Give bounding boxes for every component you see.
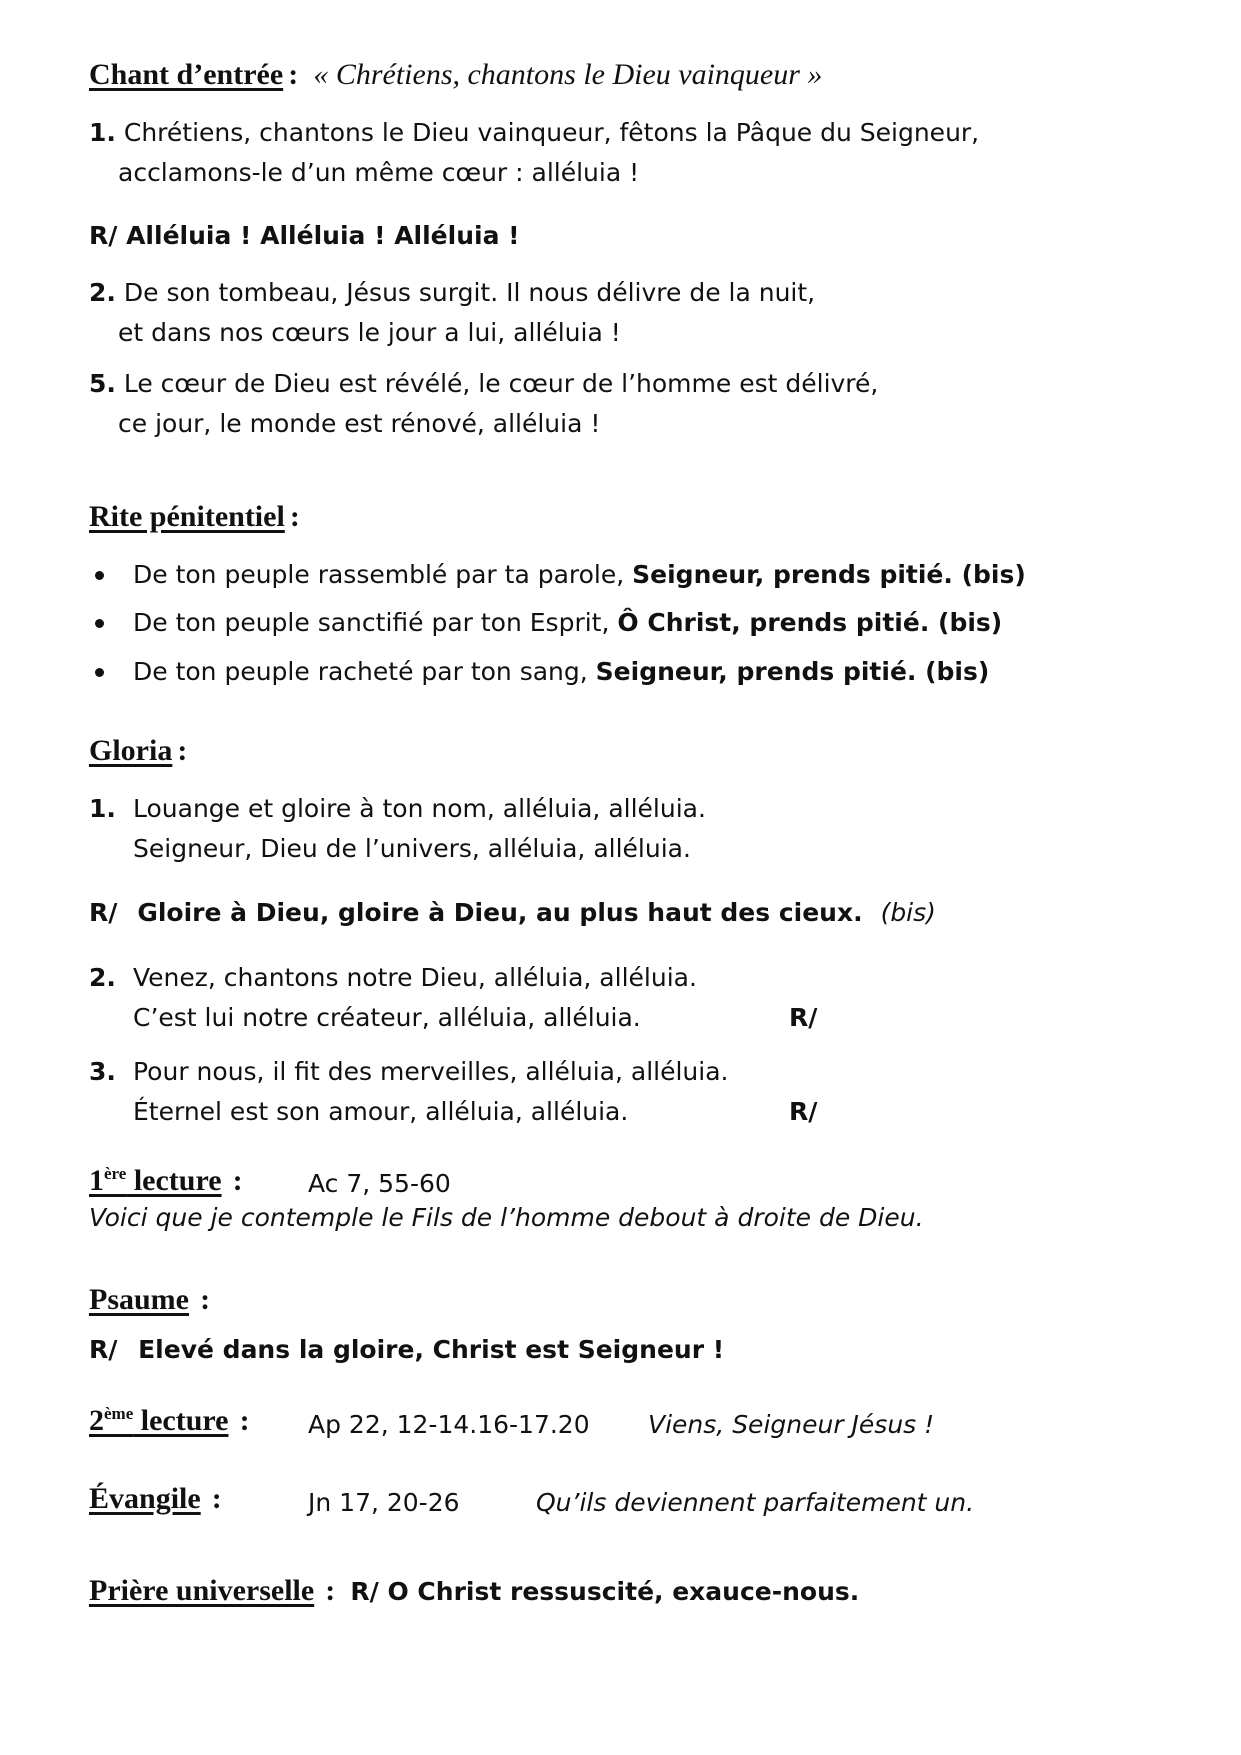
list-item [133,652,989,692]
reading-reference: Jn 17, 20-26 [308,1488,460,1517]
heading-colon: : [288,58,299,91]
verse-number: 2. [89,963,116,992]
heading-colon: : [239,1404,250,1437]
verse-line: et dans nos cœurs le jour a lui, alléluia ! [118,318,621,347]
verse-number: 3. [89,1057,116,1086]
verse-line: Louange et gloire à ton nom, alléluia, alléluia. [133,794,706,823]
verse-line [89,364,878,404]
refrain: R/ Alléluia ! Alléluia ! Alléluia ! [89,221,520,250]
list-item [133,555,1026,595]
rite-heading-row [89,500,300,534]
invocation-text: De ton peuple rassemblé par ta parole, [133,560,625,589]
invocation-text: De ton peuple sanctifié par ton Esprit, [133,608,610,637]
refrain-mark: R/ [789,1097,818,1126]
prayer-heading-row [89,1572,859,1612]
heading-superscript: ème [104,1404,134,1423]
refrain-mark: R/ [89,1335,118,1364]
response-text: Seigneur, prends pitié. (bis) [632,560,1026,589]
psalm-heading-row [89,1283,210,1317]
heading-colon: : [289,500,300,533]
heading-number: 1 [89,1164,104,1197]
verse-number: 1. [89,118,116,147]
verse-line: acclamons-le d’un même cœur : alléluia ! [118,158,640,187]
verse-line: C’est lui notre créateur, alléluia, alléluia. [133,1003,641,1032]
heading-colon: : [232,1164,243,1197]
verse-line [89,273,815,313]
reading-reference: Ac 7, 55-60 [308,1169,451,1198]
verse-text: Le cœur de Dieu est révélé, le cœur de l’homme est délivré, [123,369,879,398]
invocation-text: De ton peuple racheté par ton sang, [133,657,588,686]
section-heading: Chant d’entrée [89,58,284,91]
verse-line: Seigneur, Dieu de l’univers, alléluia, alléluia. [133,834,691,863]
verse-text: Chrétiens, chantons le Dieu vainqueur, fêtons la Pâque du Seigneur, [123,118,980,147]
response-text: Seigneur, prends pitié. (bis) [595,657,990,686]
reading2-heading-row [89,1404,250,1438]
list-item [133,603,1002,643]
gloria-heading-row [89,734,187,768]
heading-colon: : [211,1482,222,1515]
refrain [89,893,936,933]
refrain-mark: R/ [789,1003,818,1032]
section-heading [89,1404,229,1437]
verse-line: Pour nous, il fit des merveilles, alléluia, alléluia. [133,1057,729,1086]
section-heading: Rite pénitentiel [89,500,285,533]
heading-word: lecture [126,1164,222,1197]
bullet-icon [95,619,104,628]
section-heading [89,1164,222,1197]
reading-quote: Voici que je contemple le Fils de l’homme debout à droite de Dieu. [89,1203,924,1232]
refrain-bis: (bis) [880,898,936,927]
heading-colon: : [200,1283,211,1316]
response-text: Ô Christ, prends pitié. (bis) [617,608,1003,637]
heading-colon: : [325,1574,336,1607]
section-heading: Évangile [89,1482,201,1515]
heading-superscript: ère [104,1164,127,1183]
section-heading: Psaume [89,1283,189,1316]
reading1-heading-row [89,1164,243,1198]
gospel-heading-row [89,1482,222,1516]
reading-reference: Ap 22, 12-14.16-17.20 [308,1410,590,1439]
heading-number: 2 [89,1404,104,1437]
refrain-mark: R/ [89,898,118,927]
refrain-text: Elevé dans la gloire, Christ est Seigneur ! [138,1335,725,1364]
reading-quote: Viens, Seigneur Jésus ! [648,1410,935,1439]
refrain: R/ O Christ ressuscité, exauce-nous. [350,1577,860,1606]
section-heading: Prière universelle [89,1574,315,1607]
verse-number: 5. [89,369,116,398]
heading-colon: : [177,734,188,767]
verse-text: De son tombeau, Jésus surgit. Il nous délivre de la nuit, [123,278,816,307]
refrain [89,1330,724,1370]
verse-line: ce jour, le monde est rénové, alléluia ! [118,409,601,438]
entry-heading-row [89,58,822,92]
refrain-text: Gloire à Dieu, gloire à Dieu, au plus haut des cieux. [137,898,863,927]
bullet-icon [95,668,104,677]
section-heading: Gloria [89,734,173,767]
verse-number: 2. [89,278,116,307]
reading-quote: Qu’ils deviennent parfaitement un. [536,1488,975,1517]
verse-line: Venez, chantons notre Dieu, alléluia, alléluia. [133,963,697,992]
hymn-title: « Chrétiens, chantons le Dieu vainqueur » [313,58,823,91]
verse-line [89,113,979,153]
verse-number: 1. [89,794,116,823]
verse-line: Éternel est son amour, alléluia, alléluia. [133,1097,629,1126]
bullet-icon [95,571,104,580]
heading-word: lecture [133,1404,229,1437]
